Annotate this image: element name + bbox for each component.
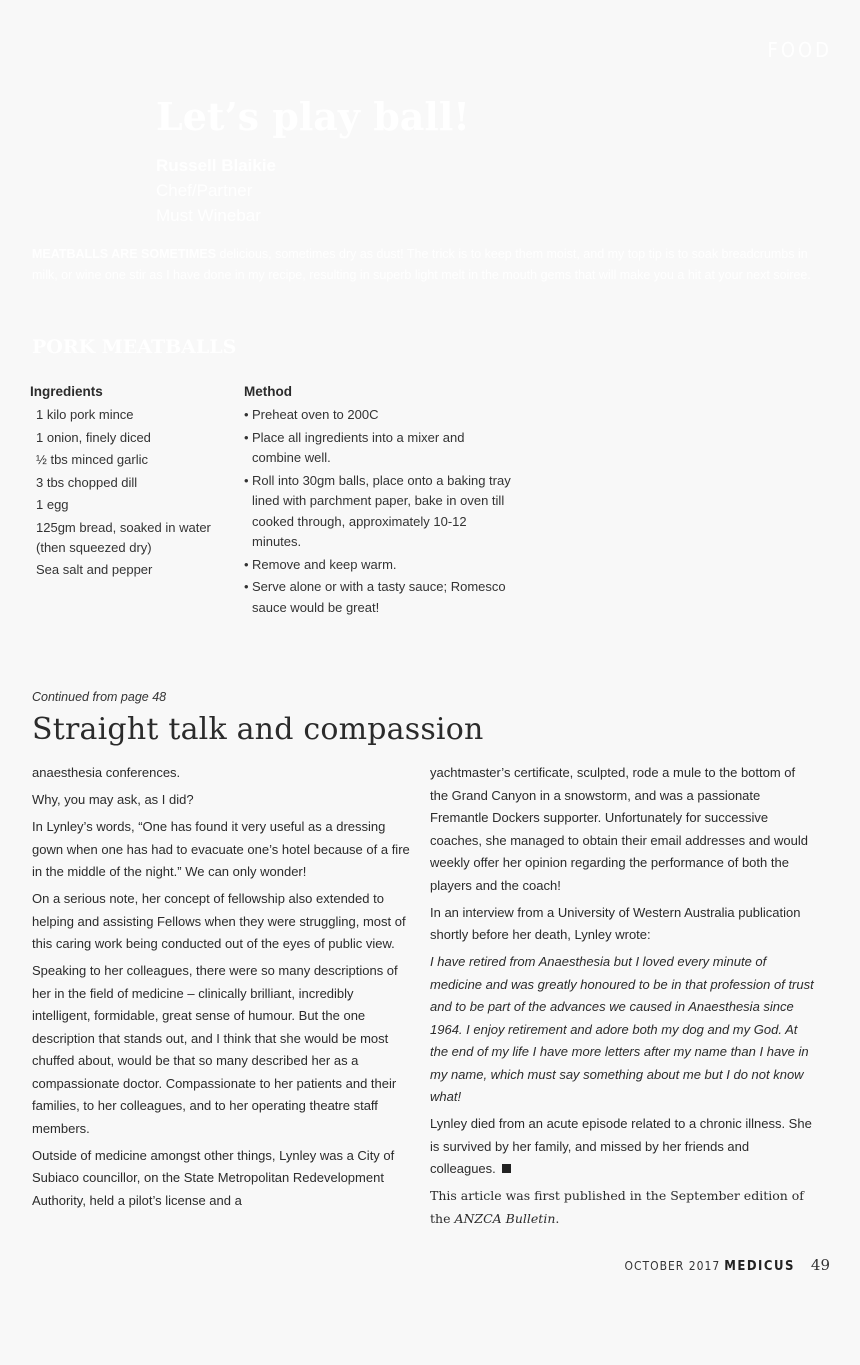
method-step: • Roll into 30gm balls, place onto a baking tray lined with parchment paper, bake in oven till cooked through, approximately 10-12 minutes. (244, 471, 514, 553)
feature-title: Let’s play ball! (156, 94, 470, 139)
end-mark-icon (502, 1164, 511, 1173)
method-section (244, 384, 514, 620)
feature-intro (32, 244, 822, 286)
magazine-name: MEDICUS (724, 1259, 795, 1274)
article-title: Straight talk and compassion (32, 712, 484, 747)
continued-note: Continued from page 48 (32, 690, 167, 704)
closing-text: Lynley died from an acute episode related to a chronic illness. She is survived by her family, and missed by her friends and colleagues. (430, 1116, 812, 1176)
article-paragraph: Outside of medicine amongst other things, Lynley was a City of Subiaco councillor, on the State Metropolitan Redevelopment Authority, held a pilot’s license and a (32, 1147, 395, 1208)
author-name: Russell Blaikie (156, 156, 277, 175)
ingredient-item: 1 egg (36, 497, 69, 512)
article-paragraph: anaesthesia conferences. (32, 765, 181, 780)
ingredient-item: 125gm bread, soaked in water (then squeezed dry) (36, 519, 211, 555)
article-paragraph: In Lynley’s words, “One has found it very useful as a dressing gown when one has had to evacuate one’s hotel because of a fire in the middle of the night.” We can only wonder! (32, 819, 410, 879)
ingredient-item: ½ tbs minced garlic (36, 452, 148, 467)
article-paragraph: Why, you may ask, as I did? (32, 792, 194, 807)
ingredient-item: 1 kilo pork mince (36, 407, 134, 422)
method-step: • Preheat oven to 200C (244, 405, 514, 426)
author-venue: Must Winebar (156, 206, 261, 225)
author-role: Chef/Partner (156, 181, 253, 200)
section-tag: FOOD (767, 38, 832, 62)
article-quote: I have retired from Anaesthesia but I loved every minute of medicine and was greatly honoured to be in that profession of trust and to be part of the advances we caused in Anaesthesia since 1964. I enjoy retirement and adore both my dog and my God. At the end of my life I have more letters after my name than I have in my name, which must say something about me but I do not know what! (430, 954, 814, 1104)
method-step: • Remove and keep warm. (244, 555, 514, 576)
recipe-title: PORK MEATBALLS (32, 336, 237, 358)
article-column-right (430, 762, 815, 1235)
article-closing-paragraph (430, 1113, 815, 1181)
ingredients-section (30, 384, 230, 583)
method-step: • Serve alone or with a tasty sauce; Romesco sauce would be great! (244, 577, 514, 618)
page-number: 49 (810, 1256, 830, 1274)
ingredients-heading: Ingredients (30, 384, 103, 399)
method-list (244, 405, 514, 618)
intro-lead: MEATBALLS ARE SOMETIMES (32, 247, 217, 261)
article-paragraph: In an interview from a University of Western Australia publication shortly before her death, Lynley wrote: (430, 904, 801, 942)
ingredient-item: Sea salt and pepper (36, 562, 153, 577)
byline (156, 153, 276, 228)
issue-date: OCTOBER 2017 (624, 1259, 721, 1273)
source-suffix: . (555, 1210, 560, 1226)
page-footer (624, 1256, 830, 1274)
article-paragraph: yachtmaster’s certificate, sculpted, rode a mule to the bottom of the Grand Canyon in a snowstorm, and was a passionate Fremantle Dockers supporter. Unfortunately for successive coaches, she managed to obtain their email addresses and would weekly offer her opinion regarding the performance of both the players and the coach! (430, 765, 808, 893)
intro-body: delicious, sometimes dry as dust! The trick is to keep them moist, and my top tip is to soak breadcrumbs in milk, or wine one stir as I have done in my recipe, resulting in superb light melt in the mouth gems that will make you a hit at your next soiree. (32, 247, 811, 282)
method-heading: Method (244, 384, 292, 399)
article-paragraph: On a serious note, her concept of fellowship also extended to helping and assisting Fellows when they were struggling, most of this caring work being conducted out of the eyes of public view. (32, 891, 406, 951)
source-prefix: This article was first published in the September edition of the (430, 1188, 804, 1226)
article-column-left (32, 762, 414, 1217)
ingredients-list (30, 405, 230, 580)
ingredient-item: 1 onion, finely diced (36, 429, 151, 445)
ingredient-item: 3 tbs chopped dill (36, 474, 138, 490)
source-note (430, 1185, 815, 1230)
source-publication: ANZCA Bulletin (454, 1210, 556, 1226)
method-step: • Place all ingredients into a mixer and combine well. (244, 428, 514, 469)
article-paragraph: Speaking to her colleagues, there were so many descriptions of her in the field of medicine – clinically brilliant, incredibly intelligent, formidable, great sense of humour. But the one description that stands out, and I think that she would be most chuffed about, would be that so many described her as a compassionate doctor. Compassionate to her patients and their families, to her colleagues, and to her operating theatre staff members. (32, 963, 398, 1136)
